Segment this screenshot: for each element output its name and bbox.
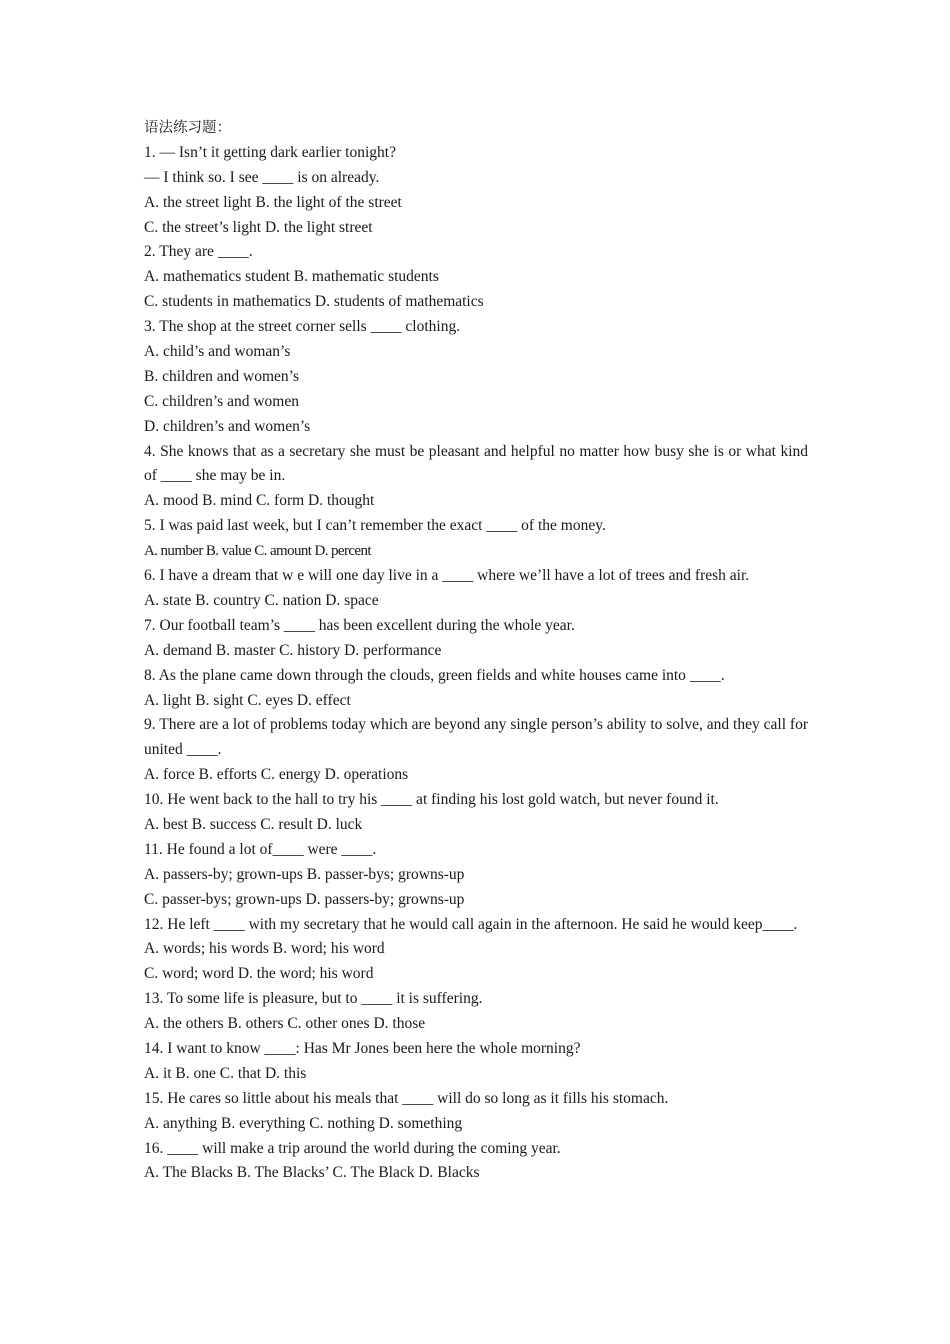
page-title: 语法练习题： (144, 120, 231, 136)
question-1-stem: 1. — Isn’t it getting dark earlier tonight? (144, 143, 396, 161)
question-13-options: A. the others B. others C. other ones D. those (144, 1015, 426, 1033)
question-12-options-cd: C. word; word D. the word; his word (144, 965, 374, 983)
question-7-stem: 7. Our football team’s ____ has been excellent during the whole year. (144, 616, 575, 634)
question-11-stem: 11. He found a lot of____ were ____. (144, 840, 377, 858)
question-1-options-cd: C. the street’s light D. the light street (144, 218, 373, 236)
question-9-options: A. force B. efforts C. energy D. operations (144, 766, 409, 784)
question-12-stem: 12. He left ____ with my secretary that he would call again in the afternoon. He said he would keep____. (144, 915, 798, 933)
question-7-options: A. demand B. master C. history D. performance (144, 641, 442, 659)
question-8-options: A. light B. sight C. eyes D. effect (144, 691, 351, 709)
exercise-content (144, 116, 808, 1186)
question-12-options-ab: A. words; his words B. word; his word (144, 940, 385, 958)
question-14-stem: 14. I want to know ____: Has Mr Jones been here the whole morning? (144, 1040, 581, 1058)
question-11-options-ab: A. passers-by; grown-ups B. passer-bys; growns-up (144, 865, 465, 883)
question-6-stem: 6. I have a dream that w e will one day live in a ____ where we’ll have a lot of trees and fresh air. (144, 567, 750, 585)
question-3-stem: 3. The shop at the street corner sells ____ clothing. (144, 318, 461, 336)
question-4-options: A. mood B. mind C. form D. thought (144, 492, 375, 510)
question-2-stem: 2. They are ____. (144, 243, 253, 261)
question-1-options-ab: A. the street light B. the light of the street (144, 193, 402, 211)
question-3-option-a: A. child’s and woman’s (144, 343, 291, 361)
question-14-options: A. it B. one C. that D. this (144, 1064, 307, 1082)
question-9-stem: 9. There are a lot of problems today which are beyond any single person’s ability to solve, and they call for united ____. (144, 716, 808, 759)
question-5-options: A. number B. value C. amount D. percent (144, 543, 371, 560)
question-6-options: A. state B. country C. nation D. space (144, 591, 379, 609)
question-10-stem: 10. He went back to the hall to try his ____ at finding his lost gold watch, but never found it. (144, 791, 719, 809)
question-3-option-b: B. children and women’s (144, 367, 299, 385)
question-11-options-cd: C. passer-bys; grown-ups D. passers-by; growns-up (144, 890, 465, 908)
question-5-stem: 5. I was paid last week, but I can’t remember the exact ____ of the money. (144, 517, 606, 535)
question-2-options-ab: A. mathematics student B. mathematic students (144, 268, 439, 286)
question-13-stem: 13. To some life is pleasure, but to ____ it is suffering. (144, 990, 483, 1008)
question-3-option-d: D. children’s and women’s (144, 417, 311, 435)
question-8-stem: 8. As the plane came down through the clouds, green fields and white houses came into ____. (144, 666, 725, 684)
question-3-option-c: C. children’s and women (144, 392, 299, 410)
question-4-stem: 4. She knows that as a secretary she must be pleasant and helpful no matter how busy she is or what kind of ____ she may be in. (144, 442, 808, 485)
question-15-options: A. anything B. everything C. nothing D. something (144, 1114, 463, 1132)
question-10-options: A. best B. success C. result D. luck (144, 816, 363, 833)
question-16-stem: 16. ____ will make a trip around the world during the coming year. (144, 1139, 561, 1157)
question-16-options: A. The Blacks B. The Blacks’ C. The Black D. Blacks (144, 1164, 480, 1182)
question-15-stem: 15. He cares so little about his meals that ____ will do so long as it fills his stomach. (144, 1089, 669, 1107)
question-1-reply: — I think so. I see ____ is on already. (144, 168, 380, 186)
question-2-options-cd: C. students in mathematics D. students of mathematics (144, 293, 484, 311)
